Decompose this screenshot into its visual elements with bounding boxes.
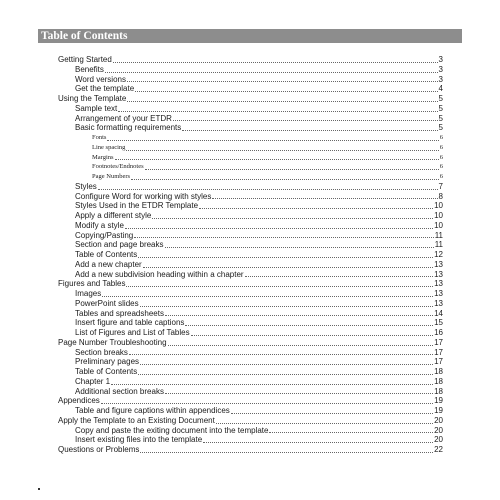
toc-entry[interactable] <box>58 406 443 416</box>
toc-entry-text: Arrangement of your ETDR <box>75 113 172 123</box>
toc-entry-text: Table of Contents <box>75 250 138 259</box>
toc-leader-dots <box>118 111 437 112</box>
toc-entry-text: Add a new chapter <box>75 259 142 269</box>
toc-entry[interactable] <box>58 348 443 358</box>
toc-entry[interactable] <box>58 94 443 104</box>
toc-entry[interactable] <box>58 231 443 241</box>
toc-entry-page: 10 <box>434 201 443 211</box>
toc-entry-page: 5 <box>438 103 443 113</box>
toc-entry[interactable] <box>58 143 443 153</box>
toc-entry[interactable] <box>58 387 443 397</box>
toc-entry-text: Get the template <box>75 84 135 94</box>
toc-leader-dots <box>102 296 433 297</box>
toc-entry[interactable] <box>58 416 443 426</box>
toc-leader-dots <box>182 130 437 131</box>
toc-leader-dots <box>191 335 434 336</box>
toc-entry-text: Preliminary pages <box>75 357 140 367</box>
toc-entry[interactable] <box>58 309 443 319</box>
toc-entry-page: 14 <box>434 308 443 318</box>
toc-leader-dots <box>152 218 433 219</box>
toc-title: Table of Contents <box>41 30 128 42</box>
toc-entry-text: Configure Word for working with styles <box>75 191 212 201</box>
toc-entry[interactable] <box>58 299 443 309</box>
toc-leader-dots <box>203 442 433 443</box>
toc-entry-text: PowerPoint slides <box>75 298 139 308</box>
toc-leader-dots <box>165 393 433 394</box>
toc-entry-text: Table and figure captions within appendices <box>75 406 230 415</box>
toc-entry-page: 20 <box>434 435 443 445</box>
toc-entry-text: Chapter 1 <box>75 376 111 386</box>
toc-entry-text: List of Figures and List of Tables <box>75 328 190 337</box>
toc-entry[interactable] <box>58 338 443 348</box>
toc-entry-page: 20 <box>434 425 443 435</box>
toc-entry-page: 11 <box>434 230 443 240</box>
toc-entry-text: Fonts <box>92 134 107 141</box>
toc-entry[interactable] <box>58 445 443 455</box>
toc-entry-text: Using the Template <box>58 94 127 103</box>
toc-entry-page: 3 <box>438 64 443 74</box>
toc-entry-text: Insert figure and table captions <box>75 318 185 328</box>
toc-entry[interactable] <box>58 75 443 85</box>
toc-entry-page: 17 <box>434 347 443 357</box>
toc-entry-text: Getting Started <box>58 55 112 64</box>
toc-entry-text: Appendices <box>58 396 100 406</box>
page-mark <box>38 488 40 490</box>
toc-leader-dots <box>98 189 438 190</box>
toc-entry-page: 17 <box>434 337 443 347</box>
toc-leader-dots <box>126 286 433 287</box>
toc-title-bar <box>38 29 462 43</box>
toc-entry-page: 6 <box>439 134 443 141</box>
toc-entry-text: Table of Contents <box>75 367 138 376</box>
toc-leader-dots <box>129 354 433 355</box>
toc-entry[interactable] <box>58 377 443 387</box>
toc-entry-page: 22 <box>434 445 443 454</box>
toc-leader-dots <box>125 228 433 229</box>
toc-leader-dots <box>101 403 433 404</box>
toc-entry[interactable] <box>58 104 443 114</box>
toc-entry-page: 5 <box>438 113 443 123</box>
toc-entry[interactable] <box>58 396 443 406</box>
toc-entry-text: Styles Used in the ETDR Template <box>75 201 199 211</box>
toc-entry[interactable] <box>58 172 443 182</box>
toc-entry-text: Word versions <box>75 74 126 84</box>
toc-entry-page: 18 <box>434 386 443 396</box>
toc-leader-dots <box>199 208 433 209</box>
toc-entry-text: Sample text <box>75 103 118 113</box>
toc-entry[interactable] <box>58 55 443 65</box>
toc-leader-dots <box>231 413 433 414</box>
toc-entry-text: Margins <box>92 153 114 161</box>
toc-leader-dots <box>140 364 433 365</box>
toc-entry-text: Section and page breaks <box>75 240 164 250</box>
toc-entry[interactable] <box>58 84 443 94</box>
toc-entry-text: Footnotes/Endnotes <box>92 163 144 171</box>
toc-leader-dots <box>168 345 434 346</box>
toc-leader-dots <box>135 91 437 92</box>
toc-entry[interactable] <box>58 289 443 299</box>
toc-entry-text: Questions or Problems <box>58 445 140 454</box>
toc-entry-text: Additional section breaks <box>75 386 164 396</box>
toc-entry-text: Benefits <box>75 64 104 74</box>
toc-leader-dots <box>140 452 433 453</box>
toc-entry-text: Apply the Template to an Existing Document <box>58 415 215 425</box>
toc-entry-page: 5 <box>438 94 443 103</box>
toc-entry[interactable] <box>58 328 443 338</box>
toc-entry[interactable] <box>58 192 443 202</box>
toc-leader-dots <box>105 72 438 73</box>
toc-entry-text: Basic formatting requirements <box>75 123 182 133</box>
toc-entry-page: 18 <box>434 376 443 386</box>
toc-entry-page: 7 <box>438 181 443 191</box>
toc-leader-dots <box>165 315 433 316</box>
toc-entry[interactable] <box>58 182 443 192</box>
toc-list <box>58 55 443 455</box>
toc-entry-page: 13 <box>434 259 443 269</box>
toc-entry[interactable] <box>58 153 443 163</box>
toc-entry-page: 12 <box>434 250 443 259</box>
toc-entry[interactable] <box>58 123 443 133</box>
toc-entry-page: 13 <box>434 269 443 279</box>
toc-entry-text: Copying/Pasting <box>75 230 134 240</box>
toc-entry[interactable] <box>58 240 443 250</box>
toc-entry-text: Page Number Troubleshooting <box>58 337 167 347</box>
toc-entry-page: 19 <box>434 406 443 415</box>
toc-leader-dots <box>126 150 438 151</box>
toc-entry[interactable] <box>58 221 443 231</box>
toc-entry-text: Copy and paste the exiting document into the template <box>75 425 269 435</box>
toc-leader-dots <box>138 257 433 258</box>
toc-entry-page: 3 <box>438 55 443 64</box>
toc-entry-text: Line spacing <box>92 143 126 151</box>
toc-entry-text: Figures and Tables <box>58 279 126 289</box>
toc-entry-page: 17 <box>434 357 443 367</box>
toc-entry-page: 10 <box>434 220 443 230</box>
toc-entry[interactable] <box>58 162 443 172</box>
toc-leader-dots <box>111 384 433 385</box>
toc-entry[interactable] <box>58 211 443 221</box>
toc-entry[interactable] <box>58 367 443 377</box>
toc-entry-page: 6 <box>439 153 443 161</box>
toc-entry[interactable] <box>58 133 443 143</box>
toc-leader-dots <box>127 81 438 82</box>
toc-leader-dots <box>212 198 437 199</box>
toc-entry-page: 13 <box>434 298 443 308</box>
toc-leader-dots <box>134 237 433 238</box>
toc-leader-dots <box>107 140 438 141</box>
toc-leader-dots <box>165 247 434 248</box>
toc-entry[interactable] <box>58 65 443 75</box>
toc-entry-page: 6 <box>439 173 443 180</box>
toc-entry-page: 20 <box>434 415 443 425</box>
toc-leader-dots <box>140 306 434 307</box>
toc-leader-dots <box>269 432 433 433</box>
toc-entry-text: Tables and spreadsheets <box>75 308 164 318</box>
toc-entry-text: Images <box>75 289 102 298</box>
toc-leader-dots <box>131 179 439 180</box>
toc-entry-page: 8 <box>438 191 443 201</box>
toc-entry[interactable] <box>58 435 443 445</box>
toc-entry-text: Styles <box>75 181 97 191</box>
toc-leader-dots <box>127 101 437 102</box>
toc-entry[interactable] <box>58 250 443 260</box>
toc-entry[interactable] <box>58 318 443 328</box>
toc-entry-page: 3 <box>438 74 443 84</box>
toc-entry-text: Modify a style <box>75 220 124 230</box>
toc-entry-page: 13 <box>434 289 443 298</box>
toc-entry[interactable] <box>58 426 443 436</box>
toc-entry-page: 10 <box>434 211 443 220</box>
toc-entry[interactable] <box>58 201 443 211</box>
toc-entry-page: 16 <box>434 328 443 337</box>
toc-leader-dots <box>138 374 433 375</box>
toc-entry-text: Insert existing files into the template <box>75 435 203 445</box>
toc-leader-dots <box>115 159 439 160</box>
toc-entry-page: 13 <box>434 279 443 289</box>
toc-entry-page: 19 <box>434 396 443 406</box>
toc-leader-dots <box>173 120 438 121</box>
toc-entry-text: Add a new subdivision heading within a chapter <box>75 269 244 279</box>
toc-entry-text: Page Numbers <box>92 173 131 180</box>
toc-leader-dots <box>245 276 434 277</box>
toc-entry-text: Apply a different style <box>75 211 152 220</box>
toc-entry-text: Section breaks <box>75 347 128 357</box>
toc-entry[interactable] <box>58 357 443 367</box>
toc-leader-dots <box>216 423 433 424</box>
toc-leader-dots <box>145 169 439 170</box>
toc-entry-page: 18 <box>434 367 443 376</box>
toc-entry[interactable] <box>58 260 443 270</box>
toc-entry-page: 5 <box>438 123 443 133</box>
toc-entry-page: 15 <box>434 318 443 328</box>
toc-entry-page: 6 <box>439 163 443 171</box>
toc-leader-dots <box>185 325 433 326</box>
toc-entry-page: 4 <box>438 84 443 94</box>
toc-entry[interactable] <box>58 114 443 124</box>
toc-entry-page: 6 <box>439 143 443 151</box>
toc-entry-page: 11 <box>434 240 443 250</box>
toc-leader-dots <box>113 62 438 63</box>
toc-entry[interactable] <box>58 270 443 280</box>
toc-leader-dots <box>143 267 433 268</box>
toc-entry[interactable] <box>58 279 443 289</box>
